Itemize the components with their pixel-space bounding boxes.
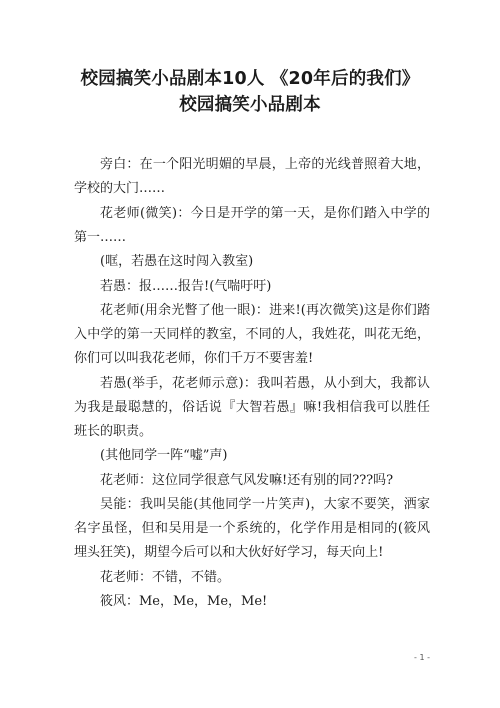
title-line-2: 校园搞笑小品剧本 xyxy=(179,95,321,115)
paragraph-teacher-greeting: 花老师(微笑)：今日是开学的第一天，是你们踏入中学的第一…… xyxy=(74,205,430,245)
paragraph-wuneng-intro: 吴能：我叫吴能(其他同学一片笑声)，大家不要笑，洒家名字虽怪，但和吴用是一个系统的，化学作用是相同的(筱风埋头狂笑)，期望今后可以和大伙好好学习，每天向上! xyxy=(74,497,430,560)
paragraph-ruoyu-report: 若愚：报……报告!(气喘吁吁) xyxy=(100,278,272,294)
paragraph-teacher-question: 花老师：这位同学很意气风发嘛!还有别的同???吗? xyxy=(100,472,394,488)
paragraph-ruoyu-intro: 若愚(举手，花老师示意)：我叫若愚，从小到大，我都认为我是最聪慧的，俗话说『大智若愚』嘛!我相信我可以胜任班长的职责。 xyxy=(74,375,430,439)
paragraph-students-boo: (其他同学一阵“嘘”声) xyxy=(100,448,228,463)
paragraph-narration: 旁白：在一个阳光明媚的早晨，上帝的光线普照着大地，学校的大门…… xyxy=(74,157,430,196)
paragraph-teacher-praise: 花老师：不错，不错。 xyxy=(100,569,231,585)
paragraph-teacher-intro: 花老师(用余光瞥了他一眼)：进来!(再次微笑)这是你们踏入中学的第一天同样的教室，不同的人，我姓花，叫花无绝，你们可以叫我花老师，你们千万不要害羞! xyxy=(74,303,430,366)
document-title xyxy=(40,66,460,118)
title-line-1: 校园搞笑小品剧本10人 《20年后的我们》 xyxy=(80,69,420,89)
page-number: - 1 - xyxy=(414,653,430,662)
paragraph-xiaofeng: 筱风：Me，Me，Me，Me! xyxy=(100,594,268,609)
paragraph-stage-direction: (哐，若愚在这时闯入教室) xyxy=(100,254,254,269)
document-body xyxy=(74,153,430,614)
